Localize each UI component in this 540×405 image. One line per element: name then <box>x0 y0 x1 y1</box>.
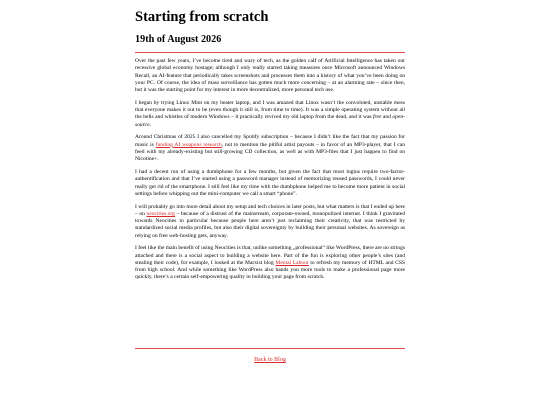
link-neocities[interactable]: neocities.org <box>146 210 175 217</box>
paragraph-text: . <box>149 121 151 128</box>
back-link-container <box>135 356 405 364</box>
paragraph-text: Around Christmas of 2025 I also cancelled my Spotify subscription – because I didn’t like the fact that my passion for music is <box>135 134 405 148</box>
back-to-blog-link[interactable]: Back to Blog <box>254 357 286 363</box>
paragraph-text: – because of a distrust of the mainstream, corporate-owned, monopolized internet. I think I gravitated towards Neocities in particular because people here aren’t just reclaiming their creativity, that was restricted by standardized social media profiles, but also their digital sovereignty by building their personal websites. As sovereign as relying on free web-hosting gets, anyway. <box>135 210 406 239</box>
paragraph-text: Over the past few years, I’ve become tired and wary of tech, as the golden calf of Artificial Intelligence has taken our recessive global economy hostage; although I only really started taking measures once Microsoft announced Windows Recall, an AI-feature that periodically takes screenshots and processes them into a history of what you’ve been doing on your PC. Of course, the idea of mass surveillance has gotten much more concerning – at an alarming rate – since then, but it was the starting point for my interest in more decentralized, more personal tech use. <box>135 58 405 93</box>
emphasis-open-source: open-source <box>135 114 405 128</box>
paragraph-text: I began by trying Linux Mint on my beater laptop, and I was amazed that Linux wasn’t the convoluted, unstable mess that everyone makes it out to be (even though it still is, from time to time). It was a simple operating system without all the bells and whistles of modern Windows – it practically revived my old laptop from the dead, and it was <box>135 99 405 121</box>
paragraph-wordpress <box>135 245 405 281</box>
paragraph-text: , not to mention the pitiful artist payouts – in favor of an MP3-player, that I can feed with my already-existing but still-growing CD collection, as well as with MP3-files that I just happen to find on Nicotine+. <box>135 141 405 163</box>
bottom-divider <box>135 348 405 349</box>
emphasis-free: free <box>373 114 382 121</box>
paragraph-text: I feel like the main benefit of using Neocities is that, unlike something „professional“ like WordPress, there are no strings attached and there is a social aspect to building a website here. Part of the fun is exploring other people’s sites (and stealing their code), for example, I looked at the Marxist blog <box>135 245 405 266</box>
paragraph-linux <box>135 100 405 129</box>
paragraph-intro <box>135 58 405 94</box>
paragraph-text: to refresh my memory of HTML and CSS from high school. And while something like WordPress also hands you more tools to make a professional page more quickly, there’s a certain self-empowering quality in building your page from scratch. <box>135 259 405 281</box>
post-date: 19th of August 2026 <box>135 34 222 45</box>
paragraph-dumbphone <box>135 169 405 198</box>
paragraph-spotify <box>135 134 405 163</box>
post-title: Starting from scratch <box>135 9 269 25</box>
top-divider <box>135 52 405 53</box>
post-body <box>135 58 405 287</box>
paragraph-text: and <box>381 114 393 121</box>
link-mental-labour[interactable]: Mental Labour <box>275 259 309 266</box>
paragraph-text: I will probably go into more detail about my setup and tech choices in later posts, but what matters is that I ended up here – on <box>135 203 405 217</box>
paragraph-neocities <box>135 204 405 240</box>
link-ai-weapons-research[interactable]: funding AI weapons research <box>155 141 222 148</box>
paragraph-text: I had a decent run of using a dumbphone for a few months, but given the fact that most logins require two-factor-authentification and that I’ve started using a password manager instead of memorizing reused passwords, I could never really get rid of the smartphone. I still feel like my time with the dumbphone helped me to become more patient in social settings before whipping out the mini-computer we call a smart “phone”. <box>135 169 405 197</box>
